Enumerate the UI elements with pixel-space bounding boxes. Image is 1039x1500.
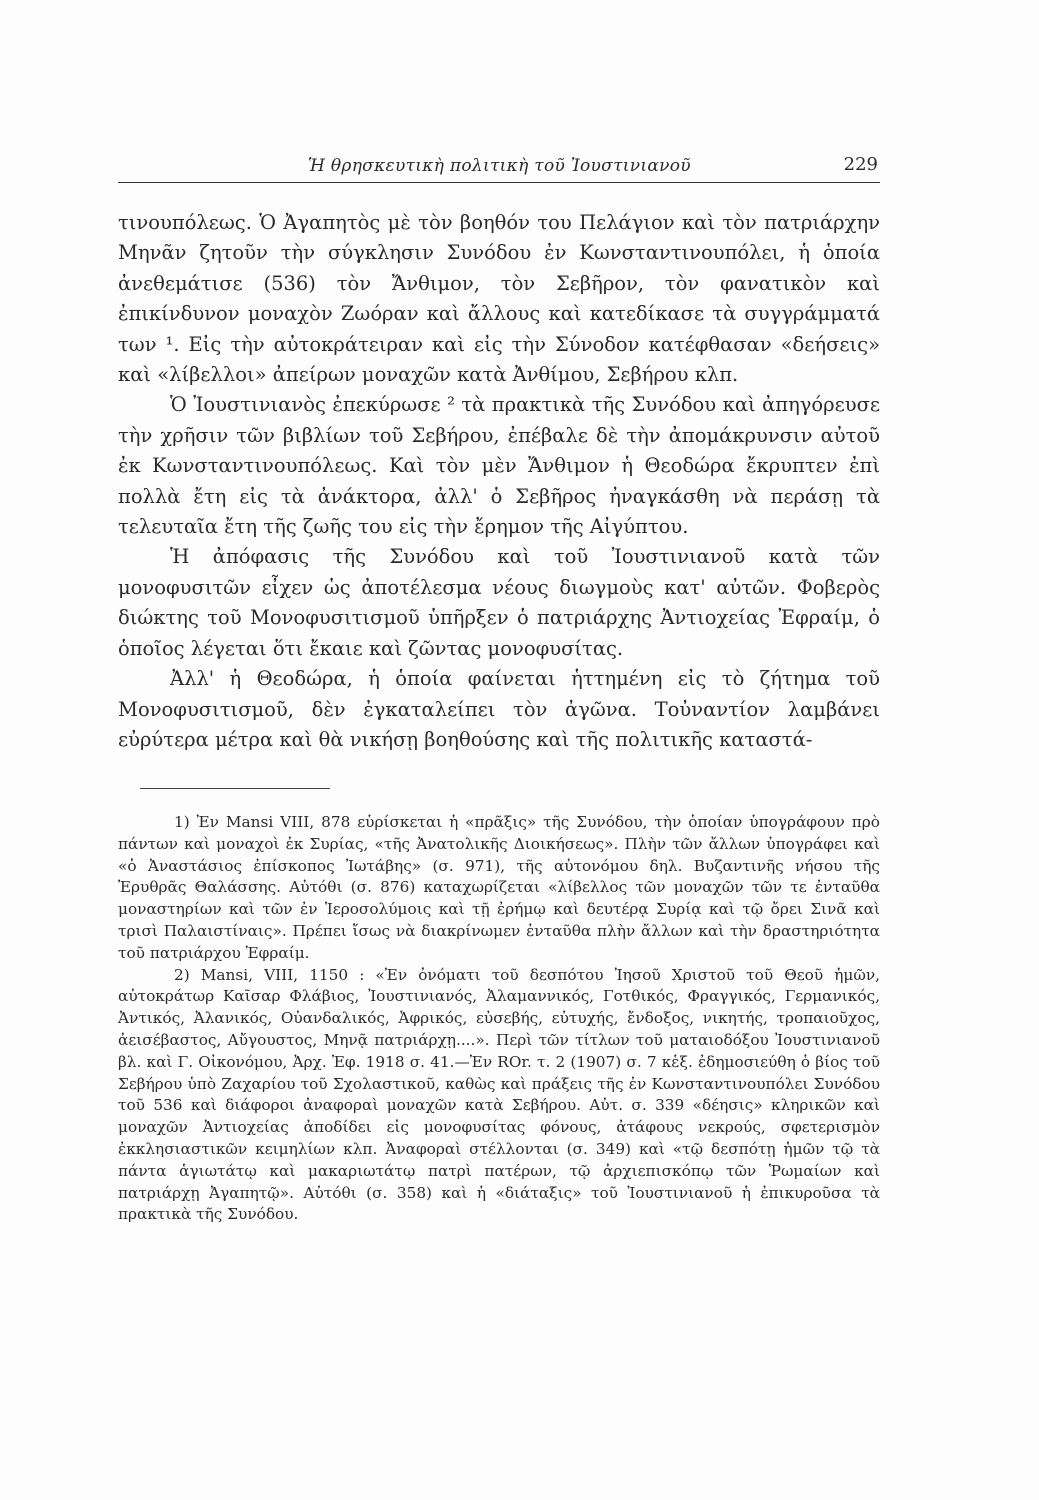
footnotes: [118, 812, 880, 1226]
footnote: 2) Mansi, VIII, 1150 : «Ἐν ὀνόματι τοῦ δεσπότου Ἰησοῦ Χριστοῦ τοῦ Θεοῦ ἡμῶν, αὐτοκράτωρ Καῖσαρ Φλάβιος, Ἰουστινιανός, Ἀλαμαννικός, Γοτθικός, Φραγγικός, Γερμανικός, Ἀντικός, Ἀλανικός, Οὐανδαλικός, Ἀφρικός, εὐσεβής, εὐτυχής, ἔνδοξος, νικητής, τροπαιοῦχος, ἀεισέβαστος, Αὔγουστος, Μηνᾷ πατριάρχῃ....». Περὶ τῶν τίτλων τοῦ ματαιοδόξου Ἰουστινιανοῦ βλ. καὶ Γ. Οἰκονόμου, Ἀρχ. Ἐφ. 1918 σ. 41.—Ἐν ROr. τ. 2 (1907) σ. 7 κἑξ. ἐδημοσιεύθη ὁ βίος τοῦ Σεβήρου ὑπὸ Ζαχαρίου τοῦ Σχολαστικοῦ, καθὼς καὶ πράξεις τῆς ἐν Κωνσταντινουπόλει Συνόδου τοῦ 536 καὶ διάφοροι ἀναφοραὶ μοναχῶν κατὰ Σεβήρου. Αὐτ. σ. 339 «δέησις» κληρικῶν καὶ μοναχῶν Ἀντιοχείας ἀποδίδει εἰς μονοφυσίτας φόνους, ἀτάφους νεκρούς, σφετερισμὸν ἐκκλησιαστικῶν κειμηλίων κλπ. Ἀναφοραὶ στέλλονται (σ. 349) καὶ «τῷ δεσπότῃ ἡμῶν τῷ τὰ πάντα ἁγιωτάτῳ καὶ μακαριωτάτῳ πατρὶ πατέρων, τῷ ἀρχιεπισκόπῳ τῶν Ῥωμαίων καὶ πατριάρχῃ Ἀγαπητῷ». Αὐτόθι (σ. 358) καὶ ἡ «διάταξις» τοῦ Ἰουστινιανοῦ ἡ ἐπικυροῦσα τὰ πρακτικὰ τῆς Συνόδου.: [118, 965, 880, 1224]
body-paragraph: τινουπόλεως. Ὁ Ἀγαπητὸς μὲ τὸν βοηθόν του Πελάγιον καὶ τὸν πατριάρχην Μηνᾶν ζητοῦν τὴν σύγκλησιν Συνόδου ἐν Κωνσταντινουπόλει, ἡ ὁποία ἀνεθεμάτισε (536) τὸν Ἄνθιμον, τὸν Σεβῆρον, τὸν φανατικὸν καὶ ἐπικίνδυνον μοναχὸν Ζωόραν καὶ ἄλλους καὶ κατεδίκασε τὰ συγγράμματά των ¹. Εἰς τὴν αὐτοκράτειραν καὶ εἰς τὴν Σύνοδον κατέφθασαν «δεήσεις» καὶ «λίβελλοι» ἀπείρων μοναχῶν κατὰ Ἀνθίμου, Σεβήρου κλπ.: [118, 211, 880, 387]
footnote-separator: [140, 788, 330, 789]
running-header: [118, 152, 880, 182]
running-title: Ἡ θρησκευτικὴ πολιτικὴ τοῦ Ἰουστινιανοῦ: [308, 156, 691, 176]
body-paragraph: Ἀλλ' ἡ Θεοδώρα, ἡ ὁποία φαίνεται ἡττημένη εἰς τὸ ζήτημα τοῦ Μονοφυσιτισμοῦ, δὲν ἐγκαταλείπει τὸν ἀγῶνα. Τοὐναντίον λαμβάνει εὐρύτερα μέτρα καὶ θὰ νικήσῃ βοηθούσης καὶ τῆς πολιτικῆς καταστά-: [118, 667, 880, 751]
body-paragraph: Ἡ ἀπόφασις τῆς Συνόδου καὶ τοῦ Ἰουστινιανοῦ κατὰ τῶν μονοφυσιτῶν εἶχεν ὡς ἀποτέλεσμα νέους διωγμοὺς κατ' αὐτῶν. Φοβερὸς διώκτης τοῦ Μονοφυσιτισμοῦ ὑπῆρξεν ὁ πατριάρχης Ἀντιοχείας Ἐφραίμ, ὁ ὁποῖος λέγεται ὅτι ἔκαιε καὶ ζῶντας μονοφυσίτας.: [118, 545, 880, 660]
main-text: [118, 208, 880, 755]
body-paragraph: Ὁ Ἰουστινιανὸς ἐπεκύρωσε ² τὰ πρακτικὰ τῆς Συνόδου καὶ ἀπηγόρευσε τὴν χρῆσιν τῶν βιβλίων τοῦ Σεβήρου, ἐπέβαλε δὲ τὴν ἀπομάκρυνσιν αὐτοῦ ἐκ Κωνσταντινουπόλεως. Καὶ τὸν μὲν Ἄνθιμον ἡ Θεοδώρα ἔκρυπτεν ἐπὶ πολλὰ ἔτη εἰς τὰ ἀνάκτορα, ἀλλ' ὁ Σεβῆρος ἠναγκάσθη νὰ περάσῃ τὰ τελευταῖα ἔτη τῆς ζωῆς του εἰς τὴν ἔρημον τῆς Αἰγύπτου.: [118, 393, 880, 539]
footnote: 1) Ἐν Mansi VIII, 878 εὑρίσκεται ἡ «πρᾶξις» τῆς Συνόδου, τὴν ὁποίαν ὑπογράφουν πρὸ πάντων καὶ μοναχοὶ ἐκ Συρίας, «τῆς Ἀνατολικῆς Διοικήσεως». Πλὴν τῶν ἄλλων ὑπογράφει καὶ «ὁ Ἀναστάσιος ἐπίσκοπος Ἰωτάβης» (σ. 971), τῆς αὐτονόμου δηλ. Βυζαντινῆς νήσου τῆς Ἐρυθρᾶς Θαλάσσης. Αὐτόθι (σ. 876) καταχωρίζεται «λίβελλος τῶν μοναχῶν τῶν τε ἐνταῦθα μοναστηρίων καὶ τῶν ἐν Ἱεροσολύμοις καὶ τῇ ἐρήμῳ καὶ δευτέρᾳ Συρίᾳ καὶ τῷ ὄρει Σινᾶ καὶ τρισὶ Παλαιστίναις». Πρέπει ἴσως νὰ διακρίνωμεν ἐνταῦθα πλὴν ἄλλων καὶ τὴν δραστηριότητα τοῦ πατριάρχου Ἐφραίμ.: [118, 813, 880, 962]
page-number: 229: [843, 154, 878, 175]
header-rule: [118, 182, 880, 183]
